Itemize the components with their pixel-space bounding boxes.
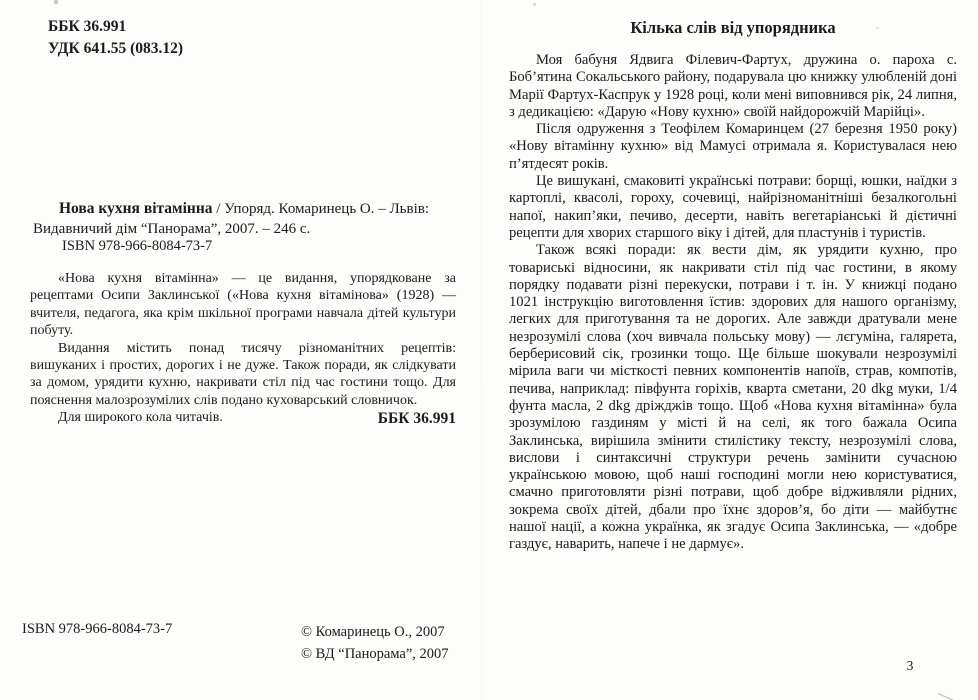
- page-spine-shadow: [481, 0, 482, 700]
- preface-heading: Кілька слів від упорядника: [630, 18, 836, 37]
- bibliographic-entry: [33, 199, 457, 239]
- bibliographic-details: / Упоряд. Комаринець О. – Львів: Видавничий дім “Панорама”, 2007. – 246 с.: [33, 201, 430, 237]
- isbn-number-bottom: ISBN 978-966-8084-73-7: [22, 621, 173, 637]
- scan-speck: [54, 0, 58, 4]
- udk-code: УДК 641.55 (083.12): [48, 40, 184, 57]
- copyright-block: [301, 621, 449, 665]
- preface-paragraph: Після одруження з Теофілем Комаринцем (27 березня 1950 року) «Нову вітамінну кухню» від Мамусі отримала я. Користувалася нею п’ятдесят років.: [509, 121, 957, 172]
- copyright-publisher: © ВД “Панорама”, 2007: [301, 646, 449, 662]
- annotation-block: [30, 270, 456, 427]
- scan-scratch: [938, 693, 978, 700]
- annotation-paragraph: «Нова кухня вітамінна» — це видання, упорядковане за рецептами Осипи Заклинської («Нова кухня вітамінова» (1928) — вчителя, педагога, яка крім шкільної програми навчала дітей культури побуту.: [30, 271, 456, 339]
- preface-paragraph: Також всякі поради: як вести дім, як урядити кухню, про товариські відносини, як накривати стіл під час гостини, в якому порядку подавати різні перекуски, потрави і т. ін. У книжці подано 1021 інструкцію виготовлення їстив: здорових для нашого організму, легких для приготування та не дорогих. Але завжди дратували мене незрозумілі слова (хоч вивчала польську мову) — лєгуміна, галярета, берберисовий сік, грозинки тощо. Ще більше шокували незрозумілі мірила ваги чи місткості певних компонентів напоїв, страв, компотів, печива, наприклад: півфунта горіхів, кварта сметани, 20 dkg муки, 1/4 фунта масла, 2 dkg дріжджів тощо. Щоб «Нова кухня вітамінна» була зрозумілою газдиням у місті й на селі, як того бажала Осипа Заклинська, вирішила змінити стилістику тексту, незрозумілі слова, вислови і синтаксичні структури речень замінити сучасною українською мовою, щоб наші господині могли нею користуватися, смачно приготовляти різні потрави, щоб добре відживляли рідних, зокрема своїх дітей, дбали про їхнє здоров’я, бо діти — майбутнє нашої нації, а кожна українка, як згадує Осипа Заклинська, — «добре газдує, наварить, напече і не дармує».: [509, 242, 957, 553]
- book-title: Нова кухня вітамінна: [59, 200, 213, 217]
- annotation-paragraph: Видання містить понад тисячу різноманітних рецептів: вишуканих і простих, дорогих і не дуже. Також поради, як слідкувати за домом, урядити кухню, накривати стіл під час гостини тощо. Для пояснення малозрозумілих слів подано куховарський словничок.: [30, 340, 456, 408]
- isbn-number: ISBN 978-966-8084-73-7: [62, 238, 213, 254]
- annotation-paragraph: Для широкого кола читачів.: [58, 410, 223, 426]
- preface-paragraph: Моя бабуня Ядвига Філевич-Фартух, дружина о. пароха с. Боб’ятина Сокальського району, подарувала цю книжку улюбленій доні Марії Фартух-Каспрук у 1928 році, коли мені виповнився рік, 24 липня, з дедикацією: «Дарую «Нову кухню» своїй найдорожчій Марійці».: [509, 52, 957, 120]
- scan-speck: [533, 3, 536, 6]
- preface-paragraph: Це вишукані, смаковиті українські потрави: борщі, юшки, наїдки з картоплі, квасолі, гороху, сочевиці, найрізноманітніші безалкогольні напої, накип’яки, печиво, десерти, навіть вегетаріанські й дієтичні рецепти для хворих старшого віку і дітей, для пластунів і туристів.: [509, 173, 957, 241]
- copyright-author: © Комаринець О., 2007: [301, 624, 445, 640]
- bbk-footer-code: ББК 36.991: [377, 410, 456, 427]
- preface-body: [509, 52, 957, 554]
- classification-codes: [48, 16, 183, 60]
- page-number: 3: [906, 658, 914, 673]
- bbk-code: ББК 36.991: [48, 18, 127, 35]
